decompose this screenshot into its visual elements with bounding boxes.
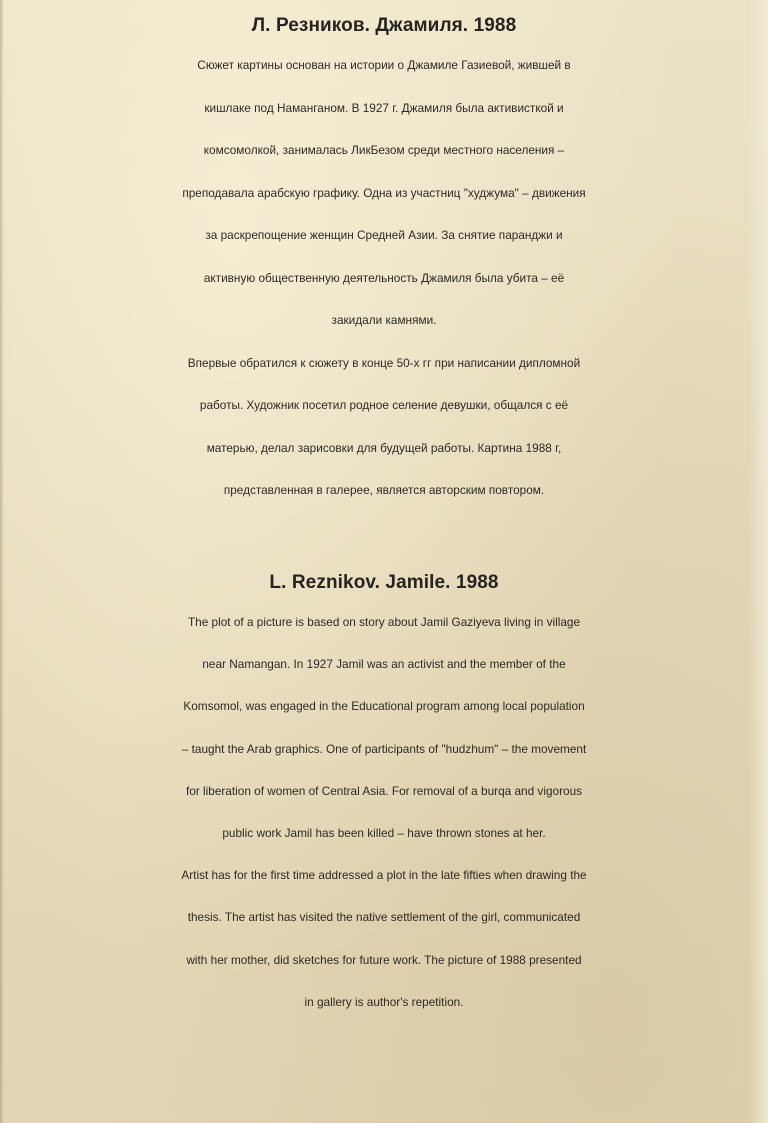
text-line: закидали камнями.	[331, 313, 437, 327]
text-line: за раскрепощение женщин Средней Азии. За снятие паранджи и	[205, 228, 563, 242]
text-line: Сюжет картины основан на истории о Джамиле Газиевой, жившей в	[197, 58, 571, 72]
text-line: Artist has for the first time addressed a plot in the late fifties when drawing the	[181, 868, 587, 883]
text-line: комсомолкой, занималась ЛикБезом среди местного населения –	[203, 143, 565, 157]
text-line: активную общественную деятельность Джамиля была убита – её	[203, 270, 565, 285]
english-paragraph-1	[0, 601, 768, 854]
russian-title: Л. Резников. Джамиля. 1988	[251, 15, 517, 36]
english-section	[0, 565, 768, 1023]
english-paragraph-2	[0, 854, 768, 1023]
text-line: Komsomol, was engaged in the Educational program among local population	[183, 699, 585, 714]
english-title: L. Reznikov. Jamile. 1988	[269, 572, 499, 593]
text-line: матерью, делал зарисовки для будущей работы. Картина 1988 г,	[206, 440, 562, 455]
text-line: near Namangan. In 1927 Jamil was an activist and the member of the	[202, 657, 566, 672]
text-line: public work Jamil has been killed – have thrown stones at her.	[222, 826, 546, 841]
russian-paragraph-2	[0, 342, 768, 512]
text-line: – taught the Arab graphics. One of participants of "hudzhum" – the movement	[181, 741, 587, 756]
russian-section	[0, 8, 768, 512]
russian-paragraph-1	[0, 44, 768, 342]
text-line: кишлаке под Наманганом. В 1927 г. Джамиля была активисткой и	[204, 100, 564, 115]
text-line: работы. Художник посетил родное селение девушки, общался с её	[199, 398, 569, 412]
text-line: in gallery is author's repetition.	[304, 994, 464, 1009]
text-line: представленная в галерее, является авторским повтором.	[223, 483, 545, 497]
text-line: преподавала арабскую графику. Одна из участниц "худжума" – движения	[182, 185, 586, 200]
text-line: for liberation of women of Central Asia. For removal of a burqa and vigorous	[185, 783, 583, 798]
text-line: with her mother, did sketches for future work. The picture of 1988 presented	[186, 952, 582, 967]
text-line: thesis. The artist has visited the native settlement of the girl, communicated	[187, 910, 581, 925]
text-line: Впервые обратился к сюжету в конце 50-х гг при написании дипломной	[187, 355, 581, 370]
text-line: The plot of a picture is based on story about Jamil Gaziyeva living in village	[187, 615, 581, 629]
